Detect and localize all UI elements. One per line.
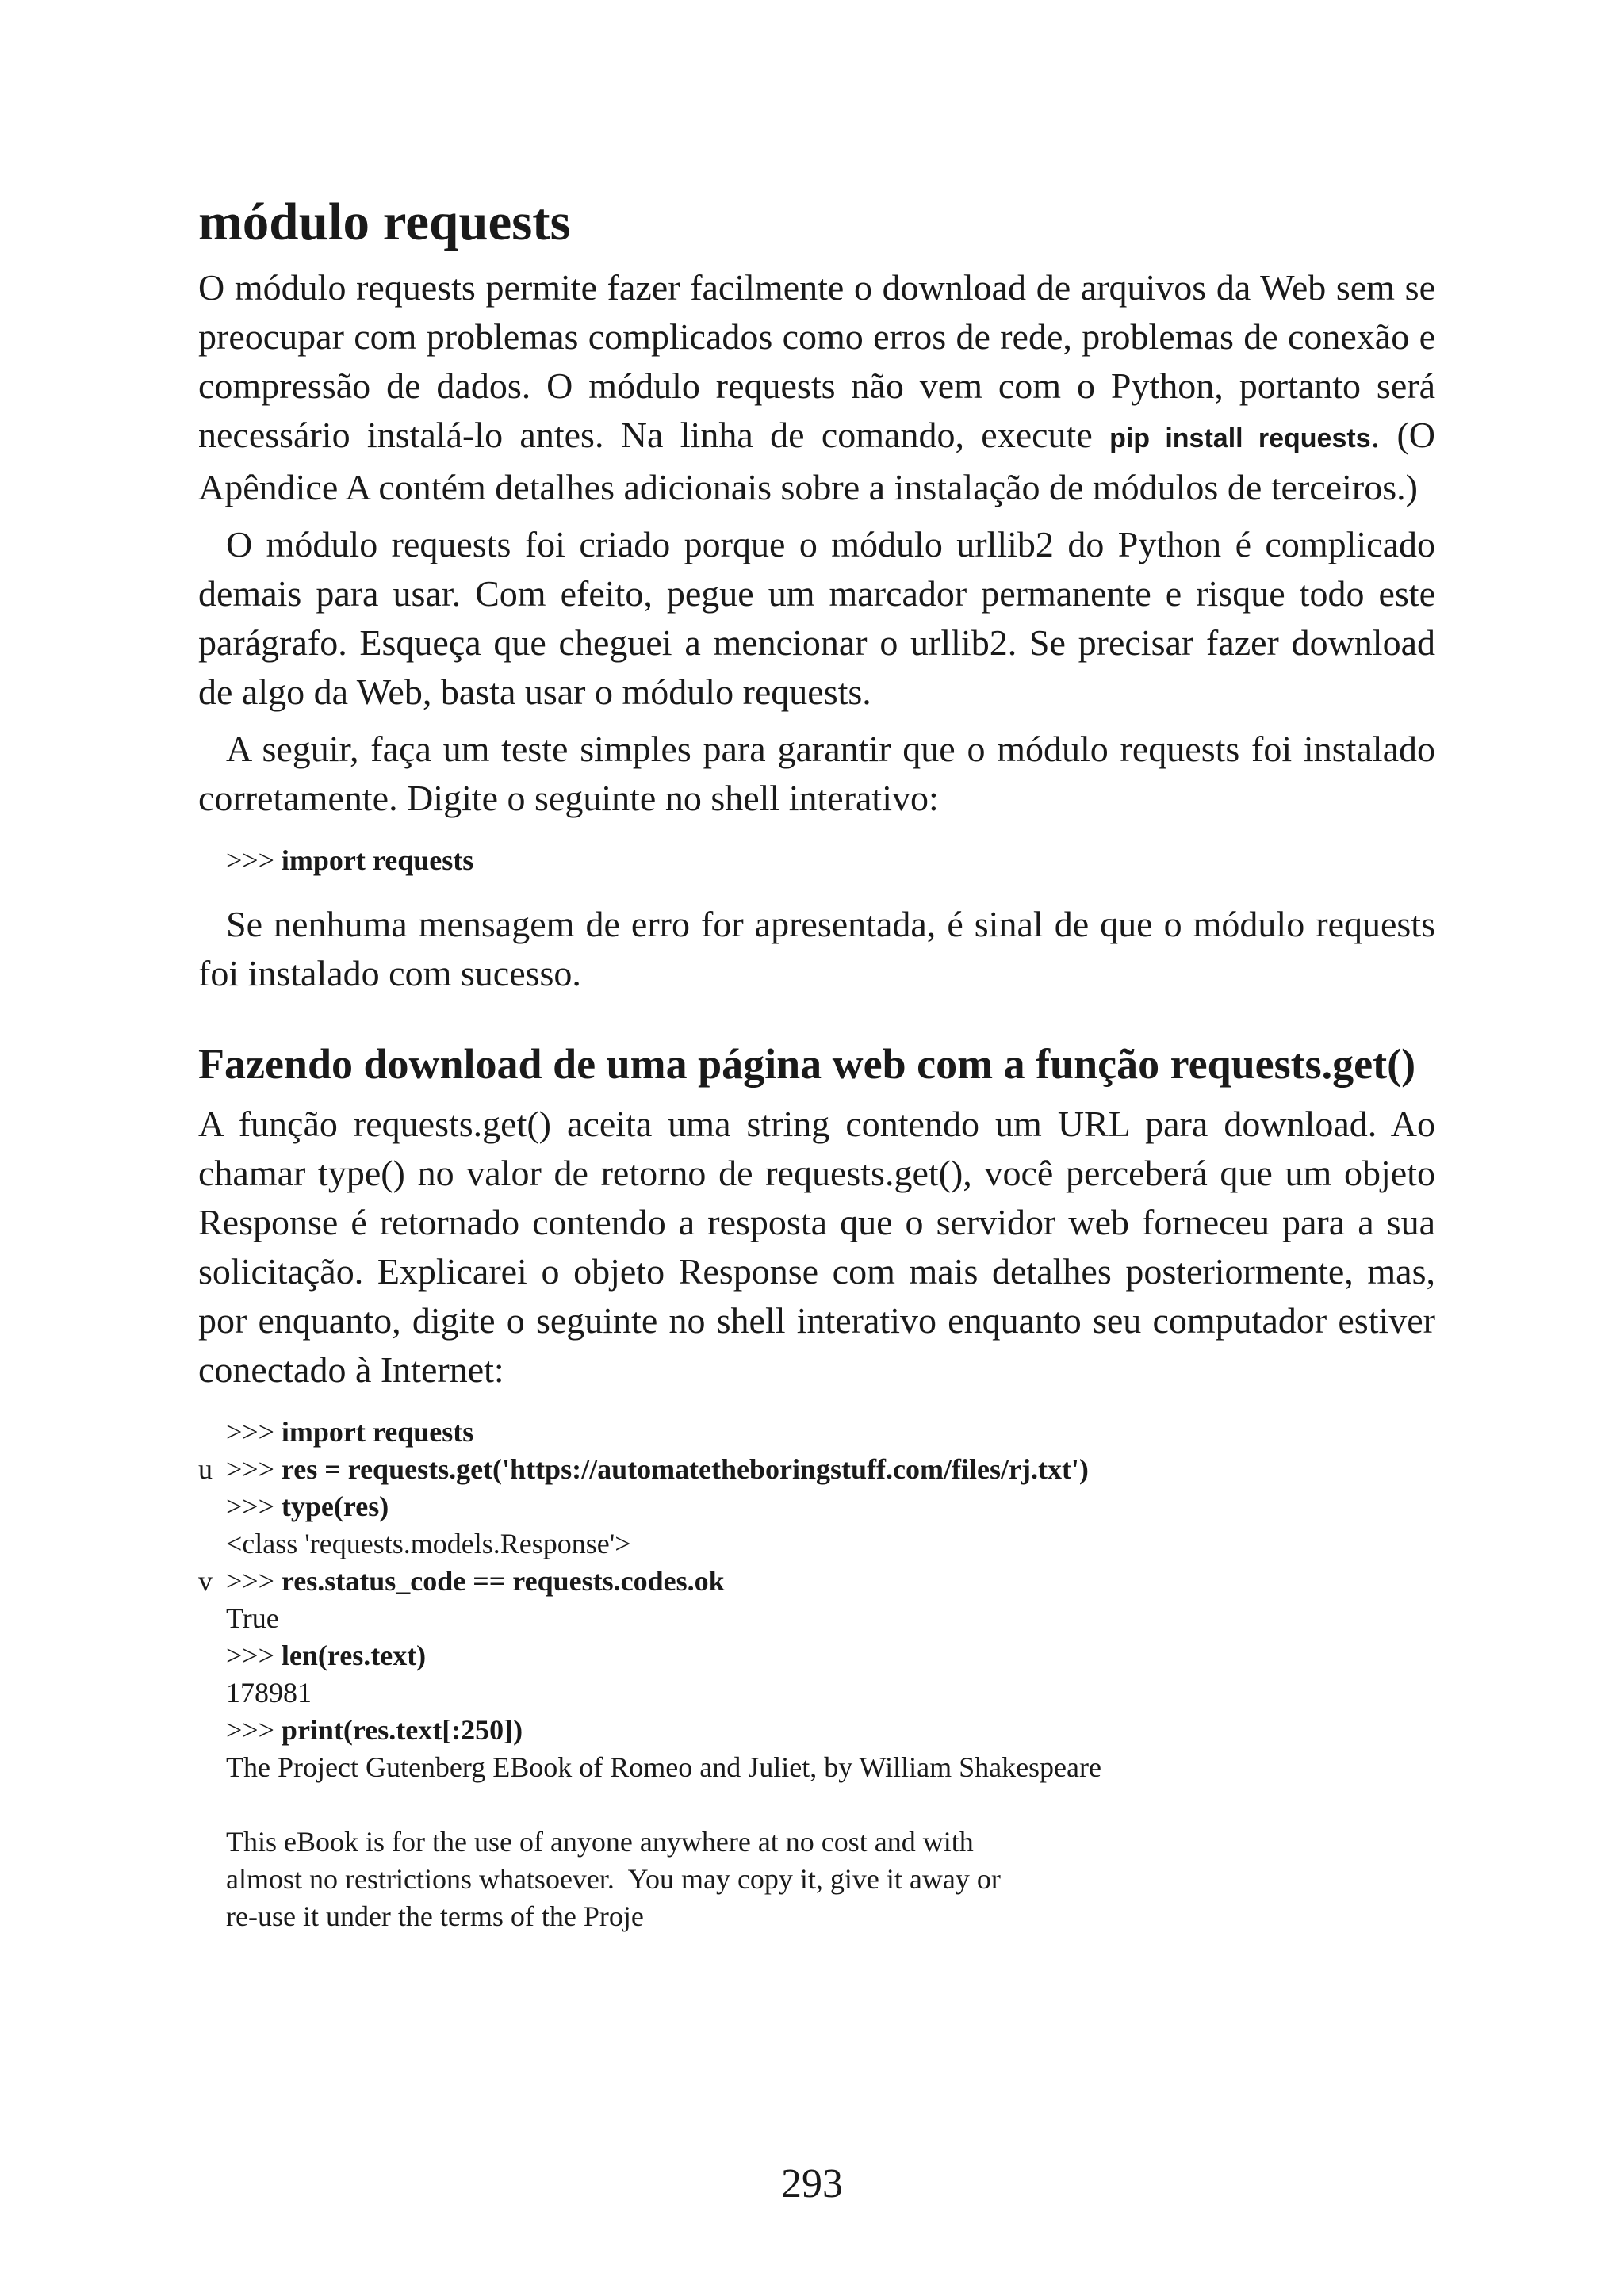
code-output [198, 1861, 1435, 1898]
code-block-import [198, 842, 1435, 879]
code-output [198, 1600, 1435, 1637]
code-command: import requests [281, 844, 474, 877]
code-output [198, 1786, 1435, 1823]
code-line [198, 842, 1435, 879]
code-prompt: >>> [226, 1453, 282, 1486]
code-command: print(res.text[:250]) [281, 1714, 523, 1747]
code-output-text: re-use it under the terms of the Proje [226, 1900, 644, 1933]
paragraph-success: Se nenhuma mensagem de erro for apresentada, é sinal de que o módulo requests foi instalado com sucesso. [198, 904, 1435, 994]
page-content [198, 190, 1435, 1956]
code-line [198, 1488, 1435, 1525]
code-output-text: True [226, 1602, 279, 1635]
code-line [198, 1712, 1435, 1749]
paragraph-test: A seguir, faça um teste simples para garantir que o módulo requests foi instalado corretamente. Digite o seguinte no shell interativo: [198, 729, 1435, 819]
code-output [198, 1823, 1435, 1861]
code-output-text: <class 'requests.models.Response'> [226, 1528, 631, 1560]
code-prompt: >>> [226, 844, 282, 877]
line-marker: u [198, 1453, 213, 1486]
line-marker: v [198, 1565, 213, 1598]
code-output [198, 1674, 1435, 1712]
paragraph-text: O módulo requests permite fazer facilmente o download de arquivos da Web sem se preocupar com problemas complicados como erros de rede, problemas de conexão e compressão de dados. O módulo requests não vem com o Python, portanto será necessário instalá-lo antes. Na linha de comando, execute [198, 267, 1435, 456]
paragraph-intro [198, 263, 1435, 512]
code-output [198, 1898, 1435, 1935]
subsection-title: Fazendo download de uma página web com a função requests.get() [198, 1040, 1416, 1089]
code-prompt: >>> [226, 1714, 282, 1747]
code-prompt: >>> [226, 1416, 282, 1448]
code-output-text: This eBook is for the use of anyone anywhere at no cost and with [226, 1826, 974, 1858]
code-output [198, 1749, 1435, 1786]
code-command: import requests [281, 1416, 474, 1448]
section-title: módulo requests [198, 193, 571, 251]
code-output-text: 178981 [226, 1677, 312, 1709]
page-number: 293 [781, 2161, 843, 2206]
code-line [198, 1414, 1435, 1451]
code-line [198, 1451, 1435, 1488]
code-command: res.status_code == requests.codes.ok [281, 1565, 725, 1598]
code-prompt: >>> [226, 1490, 282, 1523]
code-line [198, 1637, 1435, 1674]
paragraph-text: . (O Apêndice A contém detalhes adicionais sobre a instalação de módulos de terceiros.) [198, 415, 1435, 508]
code-output [198, 1525, 1435, 1563]
paragraph-urllib2: O módulo requests foi criado porque o módulo urllib2 do Python é complicado demais para usar. Com efeito, pegue um marcador permanente e risque todo este parágrafo. Esqueça que cheguei a mencionar o urllib2. Se precisar fazer download de algo da Web, basta usar o módulo requests. [198, 524, 1435, 713]
paragraph-requests-get: A função requests.get() aceita uma string contendo um URL para download. Ao chamar type() no valor de retorno de requests.get(), você perceberá que um objeto Response é retornado contendo a resposta que o servidor web forneceu para a sua solicitação. Explicarei o objeto Response com mais detalhes posteriormente, mas, por enquanto, digite o seguinte no shell interativo enquanto seu computador estiver conectado à Internet: [198, 1104, 1435, 1391]
code-command: res = requests.get('https://automatetheboringstuff.com/files/rj.txt') [281, 1453, 1089, 1486]
code-line [198, 1563, 1435, 1600]
code-command: len(res.text) [281, 1640, 427, 1672]
code-output-text: almost no restrictions whatsoever. You may copy it, give it away or [226, 1863, 1001, 1896]
code-prompt: >>> [226, 1640, 282, 1672]
code-command: type(res) [281, 1490, 389, 1523]
code-prompt: >>> [226, 1565, 282, 1598]
code-output-text: The Project Gutenberg EBook of Romeo and Juliet, by William Shakespeare [226, 1751, 1101, 1784]
inline-code-pip-install: pip install requests [1109, 423, 1371, 454]
code-block-requests-get [198, 1414, 1435, 1935]
